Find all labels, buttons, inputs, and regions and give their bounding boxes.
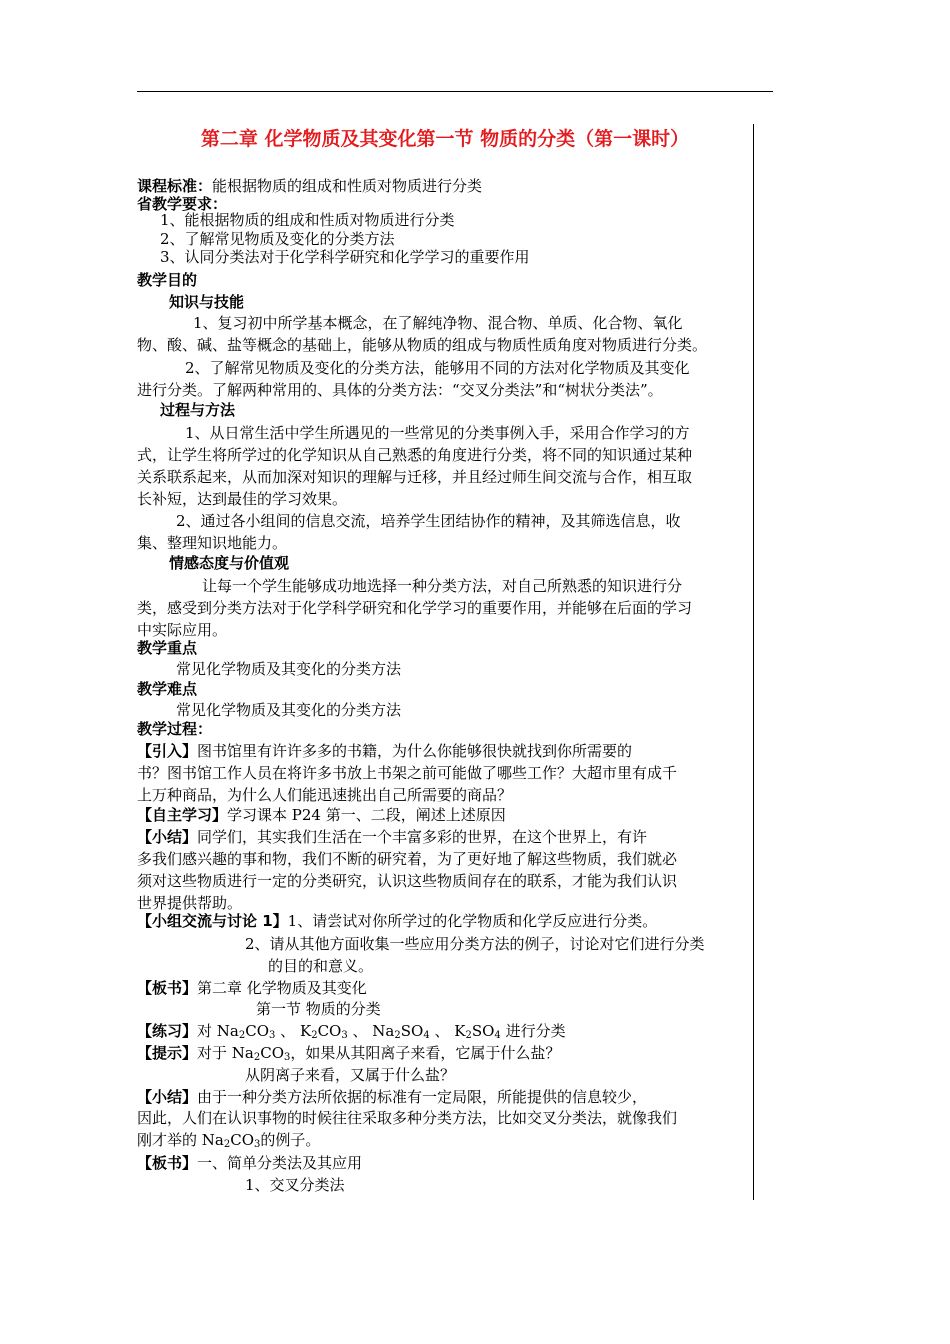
summary1-line: 【小结】同学们，其实我们生活在一个丰富多彩的世界，在这个世界上，有许 [137, 828, 648, 846]
board1-line: 第一节 物质的分类 [256, 1000, 381, 1018]
hint-line: 从阴离子来看，又属于什么盐？ [245, 1066, 456, 1084]
emotion-p1-line: 中实际应用。 [137, 621, 228, 639]
summary1-tag: 【小结】 [137, 828, 198, 846]
intro-tag: 【引入】 [137, 742, 198, 760]
group-discuss-line: 【小组交流与讨论 1】1、请尝试对你所学过的化学物质和化学反应进行分类。 [137, 912, 658, 930]
page-title: 第二章 化学物质及其变化第一节 物质的分类（第一课时） [200, 128, 690, 150]
goals-label: 教学目的 [137, 271, 198, 289]
summary1-line: 多我们感兴趣的事和物，我们不断的研究着，为了更好地了解这些物质，我们就必 [137, 850, 678, 868]
intro-line: 书？图书馆工作人员在将许多书放上书架之前可能做了哪些工作？大超市里有成千 [137, 764, 678, 782]
province-req-item: 1、能根据物质的组成和性质对物质进行分类 [160, 211, 455, 229]
group-discuss-tag: 【小组交流与讨论 1】 [137, 912, 288, 930]
board2-tag: 【板书】 [137, 1154, 198, 1172]
knowledge-p2-line: 2、了解常见物质及变化的分类方法，能够用不同的方法对化学物质及其变化 [185, 359, 690, 377]
hint-line: 【提示】对于 $Na_2CO_3$，如果从其阳离子来看，它属于什么盐？ [137, 1044, 561, 1063]
knowledge-label: 知识与技能 [169, 293, 245, 311]
exercise-tag: 【练习】 [137, 1022, 198, 1040]
board2-line: 1、交叉分类法 [245, 1176, 345, 1194]
group-discuss-line: 的目的和意义。 [268, 957, 374, 975]
knowledge-p1-line: 1、复习初中所学基本概念，在了解纯净物、混合物、单质、化合物、氧化 [193, 314, 683, 332]
self-study-tag: 【自主学习】 [137, 806, 228, 824]
process-p2-line: 集、整理知识地能力。 [137, 534, 288, 552]
province-req-label: 省教学要求： [137, 195, 228, 213]
process-p1-line: 关系联系起来，从而加深对知识的理解与迁移，并且经过师生间交流与合作，相互取 [137, 468, 693, 486]
knowledge-p1-line: 物、酸、碱、盐等概念的基础上，能够从物质的组成与物质性质角度对物质进行分类。 [137, 336, 708, 354]
emotion-p1-line: 类，感受到分类方法对于化学科学研究和化学学习的重要作用，并能够在后面的学习 [137, 599, 693, 617]
summary2-tag: 【小结】 [137, 1088, 198, 1106]
difficulty-text: 常见化学物质及其变化的分类方法 [176, 701, 402, 719]
summary1-line: 世界提供帮助。 [137, 894, 243, 912]
province-req-item: 3、认同分类法对于化学科学研究和化学学习的重要作用 [160, 248, 530, 266]
intro-line: 上万种商品，为什么人们能迅速挑出自己所需要的商品？ [137, 786, 513, 804]
summary1-line: 须对这些物质进行一定的分类研究，认识这些物质间存在的联系，才能为我们认识 [137, 872, 678, 890]
emotion-p1-line: 让每一个学生能够成功地选择一种分类方法，对自己所熟悉的知识进行分 [202, 577, 683, 595]
group-discuss-line: 2、请从其他方面收集一些应用分类方法的例子，讨论对它们进行分类 [245, 935, 705, 953]
page-right-rule [753, 124, 754, 1200]
process-p1-line: 1、从日常生活中学生所遇见的一些常见的分类事例入手，采用合作学习的方 [185, 424, 690, 442]
process-p1-line: 式，让学生将所学过的化学知识从自己熟悉的角度进行分类，将不同的知识通过某种 [137, 446, 693, 464]
summary2-line: 【小结】由于一种分类方法所依据的标准有一定局限，所能提供的信息较少， [137, 1088, 648, 1106]
board1-tag: 【板书】 [137, 979, 198, 997]
process-label: 过程与方法 [160, 401, 236, 419]
board2-line: 【板书】一、简单分类法及其应用 [137, 1154, 363, 1172]
header-rule [137, 91, 773, 92]
key-point-label: 教学重点 [137, 639, 198, 657]
key-point-text: 常见化学物质及其变化的分类方法 [176, 660, 402, 678]
province-req-item: 2、了解常见物质及变化的分类方法 [160, 230, 395, 248]
exercise-line: 【练习】对 $Na_2CO_3$ 、 $K_2CO_3$ 、 $Na_2SO_4$ 、 $K_2SO_4$ 进行分类 [137, 1022, 566, 1041]
process-steps-label: 教学过程： [137, 720, 213, 738]
hint-tag: 【提示】 [137, 1044, 198, 1062]
summary2-line: 因此，人们在认识事物的时候往往采取多种分类方法，比如交叉分类法，就像我们 [137, 1109, 678, 1127]
process-p2-line: 2、通过各小组间的信息交流，培养学生团结协作的精神，及其筛选信息，收 [176, 512, 681, 530]
difficulty-label: 教学难点 [137, 680, 198, 698]
course-standard: 课程标准：能根据物质的组成和性质对物质进行分类 [137, 177, 483, 195]
board1-line: 【板书】第二章 化学物质及其变化 [137, 979, 367, 997]
emotion-label: 情感态度与价值观 [169, 554, 290, 572]
knowledge-p2-line: 进行分类。了解两种常用的、具体的分类方法：“交叉分类法”和“树状分类法”。 [137, 381, 663, 399]
self-study-line: 【自主学习】学习课本 P24 第一、二段，阐述上述原因 [137, 806, 506, 824]
summary2-line: 刚才举的 $Na_2CO_3$的例子。 [137, 1131, 321, 1150]
process-p1-line: 长补短，达到最佳的学习效果。 [137, 490, 348, 508]
intro-line: 【引入】图书馆里有许许多多的书籍，为什么你能够很快就找到你所需要的 [137, 742, 633, 760]
